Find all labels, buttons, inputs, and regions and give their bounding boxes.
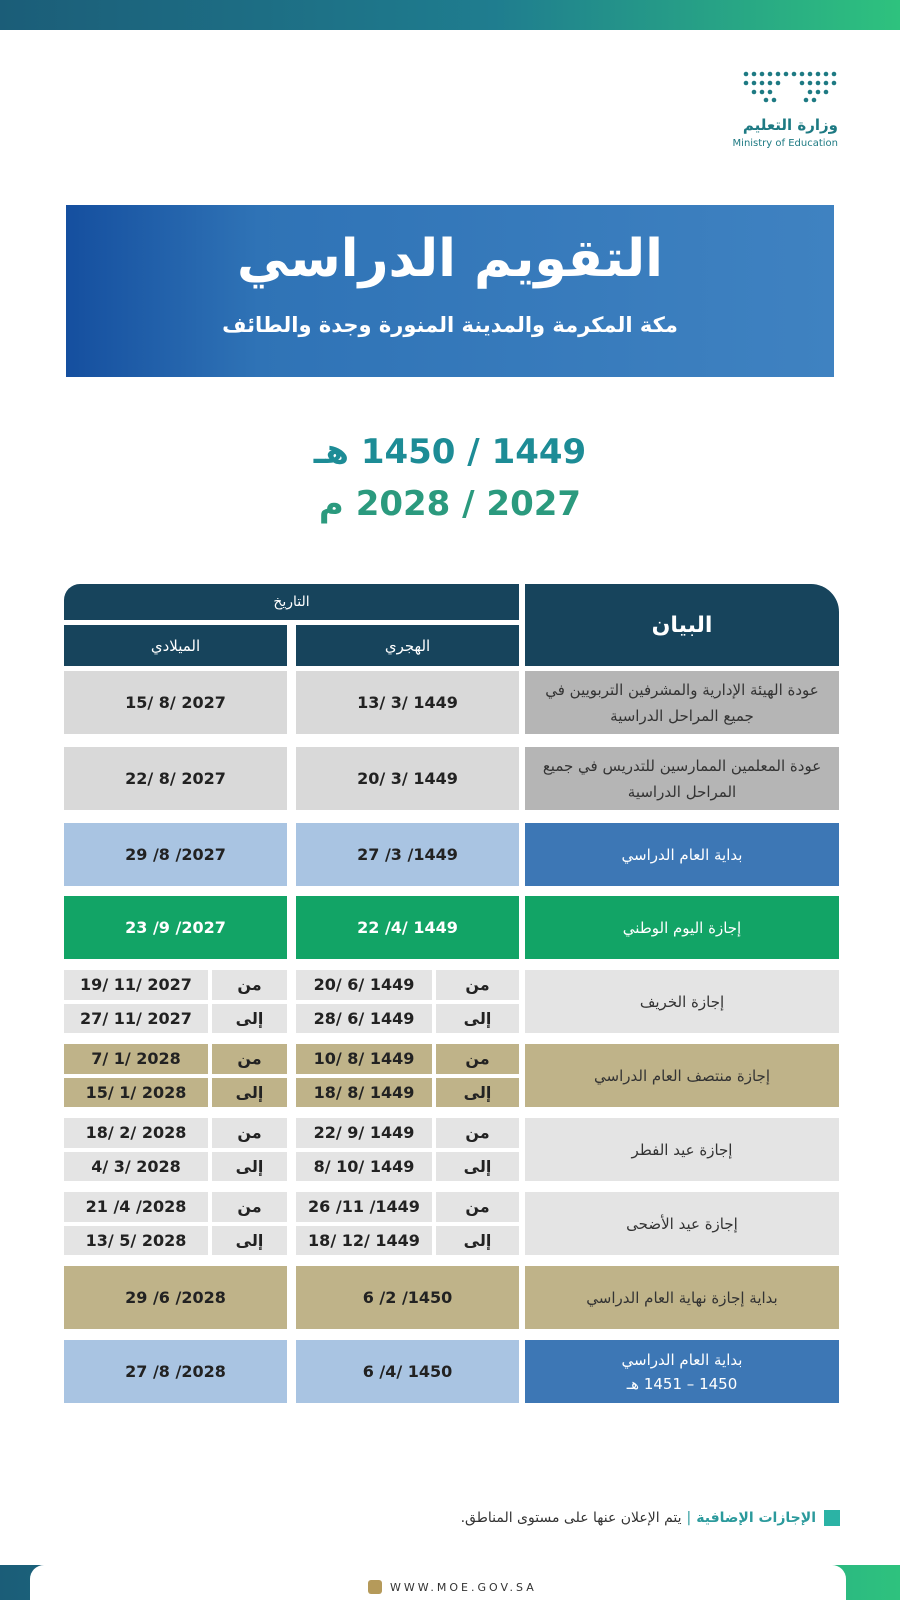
logo-dots-icon bbox=[738, 68, 842, 104]
hijri-from-label: من bbox=[436, 970, 519, 1000]
footnote-square-icon bbox=[824, 1510, 840, 1526]
hijri-date: 13/ 3/ 1449 bbox=[296, 671, 519, 734]
row-label: عودة الهيئة الإدارية والمشرفين التربويين في جميع المراحل الدراسية bbox=[525, 671, 839, 734]
footnote-text: يتم الإعلان عنها على مستوى المناطق. bbox=[460, 1510, 682, 1526]
gregorian-to-value: 27/ 11/ 2027 bbox=[64, 1004, 208, 1034]
hijri-to-value: 28/ 6/ 1449 bbox=[296, 1004, 432, 1034]
gregorian-to-label: إلى bbox=[212, 1004, 287, 1034]
row-label: إجازة الخريف bbox=[525, 970, 839, 1033]
gregorian-from-value: 7/ 1/ 2028 bbox=[64, 1044, 208, 1074]
hijri-date: 6 /2 /1450 bbox=[296, 1266, 519, 1329]
hijri-to-label: إلى bbox=[436, 1226, 519, 1256]
hijri-to-label: إلى bbox=[436, 1004, 519, 1034]
gregorian-date: 27 /8 /2028 bbox=[64, 1340, 287, 1403]
row-label-line1: بداية العام الدراسي bbox=[621, 1350, 743, 1369]
top-gradient-bar bbox=[0, 0, 900, 30]
page-subtitle: مكة المكرمة والمدينة المنورة وجدة والطائف bbox=[222, 313, 678, 337]
row-label: إجازة اليوم الوطني bbox=[525, 896, 839, 959]
gregorian-year: 2027 / 2028 م bbox=[318, 484, 582, 524]
header-date: التاريخ bbox=[64, 584, 519, 620]
header-statement: البيان bbox=[525, 584, 839, 666]
hijri-to-label: إلى bbox=[436, 1152, 519, 1182]
gregorian-from-label: من bbox=[212, 1118, 287, 1148]
gregorian-to-label: إلى bbox=[212, 1152, 287, 1182]
hijri-from-value: 10/ 8/ 1449 bbox=[296, 1044, 432, 1074]
hijri-to-label: إلى bbox=[436, 1078, 519, 1108]
hijri-date: 27 /3 /1449 bbox=[296, 823, 519, 886]
ministry-logo bbox=[730, 60, 850, 160]
hijri-from-label: من bbox=[436, 1192, 519, 1222]
gregorian-from-value: 21 /4 /2028 bbox=[64, 1192, 208, 1222]
hijri-date: 6 /4/ 1450 bbox=[296, 1340, 519, 1403]
title-banner bbox=[66, 205, 834, 377]
website-text: WWW.MOE.GOV.SA bbox=[390, 1580, 537, 1594]
hijri-from-label: من bbox=[436, 1118, 519, 1148]
logo-arabic-text: وزارة التعليم bbox=[742, 116, 838, 134]
footnote bbox=[461, 1510, 840, 1526]
gregorian-to-value: 15/ 1/ 2028 bbox=[64, 1078, 208, 1108]
gregorian-date: 29 /8 /2027 bbox=[64, 823, 287, 886]
hijri-year: 1449 / 1450 هـ bbox=[313, 432, 587, 472]
logo-english-text: Ministry of Education bbox=[732, 138, 838, 149]
hijri-to-value: 18/ 8/ 1449 bbox=[296, 1078, 432, 1108]
gregorian-date: 23 /9 /2027 bbox=[64, 896, 287, 959]
row-label: بداية إجازة نهاية العام الدراسي bbox=[525, 1266, 839, 1329]
emblem-icon bbox=[368, 1580, 382, 1594]
hijri-date: 20/ 3/ 1449 bbox=[296, 747, 519, 810]
gregorian-from-label: من bbox=[212, 1192, 287, 1222]
row-label: إجازة عيد الفطر bbox=[525, 1118, 839, 1181]
gregorian-from-label: من bbox=[212, 970, 287, 1000]
footnote-title: الإجازات الإضافية bbox=[696, 1510, 816, 1526]
gregorian-to-value: 13/ 5/ 2028 bbox=[64, 1226, 208, 1256]
footer-website bbox=[368, 1580, 537, 1594]
gregorian-date: 22/ 8/ 2027 bbox=[64, 747, 287, 810]
page-title: التقويم الدراسي bbox=[237, 229, 663, 289]
gregorian-date: 15/ 8/ 2027 bbox=[64, 671, 287, 734]
gregorian-to-label: إلى bbox=[212, 1078, 287, 1108]
hijri-from-value: 22/ 9/ 1449 bbox=[296, 1118, 432, 1148]
hijri-to-value: 18/ 12/ 1449 bbox=[296, 1226, 432, 1256]
hijri-date: 22 /4/ 1449 bbox=[296, 896, 519, 959]
hijri-from-value: 20/ 6/ 1449 bbox=[296, 970, 432, 1000]
footnote-separator: | bbox=[686, 1510, 692, 1526]
hijri-from-label: من bbox=[436, 1044, 519, 1074]
gregorian-from-label: من bbox=[212, 1044, 287, 1074]
row-label: إجازة عيد الأضحى bbox=[525, 1192, 839, 1255]
row-label-line2: 1450 – 1451 هـ bbox=[626, 1374, 738, 1393]
gregorian-from-value: 18/ 2/ 2028 bbox=[64, 1118, 208, 1148]
hijri-to-value: 8/ 10/ 1449 bbox=[296, 1152, 432, 1182]
row-label: بداية العام الدراسي bbox=[525, 823, 839, 886]
header-gregorian: الميلادي bbox=[64, 625, 287, 666]
hijri-from-value: 26 /11 /1449 bbox=[296, 1192, 432, 1222]
gregorian-to-label: إلى bbox=[212, 1226, 287, 1256]
row-label bbox=[525, 1340, 839, 1403]
header-hijri: الهجري bbox=[296, 625, 519, 666]
gregorian-to-value: 4/ 3/ 2028 bbox=[64, 1152, 208, 1182]
gregorian-from-value: 19/ 11/ 2027 bbox=[64, 970, 208, 1000]
gregorian-date: 29 /6 /2028 bbox=[64, 1266, 287, 1329]
row-label: عودة المعلمين الممارسين للتدريس في جميع المراحل الدراسية bbox=[525, 747, 839, 810]
row-label: إجازة منتصف العام الدراسي bbox=[525, 1044, 839, 1107]
